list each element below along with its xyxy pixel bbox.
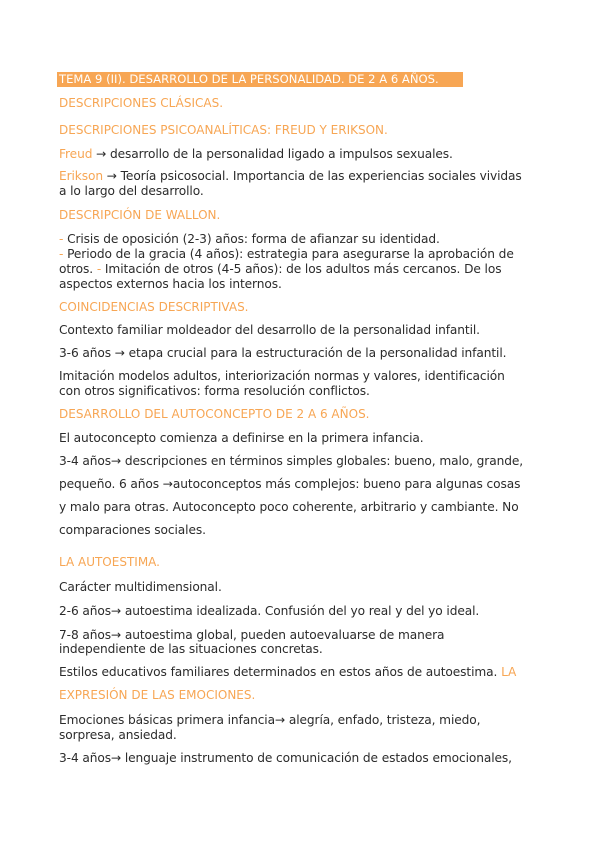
heading-emociones-start: LA bbox=[501, 665, 517, 679]
autoestima-line-4: independiente de las situaciones concretas. bbox=[59, 642, 323, 656]
page-title: TEMA 9 (II). DESARROLLO DE LA PERSONALIDAD. DE 2 A 6 AÑOS. bbox=[59, 72, 439, 86]
heading-descripcion-wallon: DESCRIPCIÓN DE WALLON. bbox=[59, 208, 221, 222]
bullet-dash: - bbox=[59, 232, 68, 246]
freud-text: → desarrollo de la personalidad ligado a impulsos sexuales. bbox=[92, 147, 453, 161]
wallon-line-4: aspectos externos hacia los internos. bbox=[59, 277, 282, 291]
autoconcepto-line-2: 3-4 años→ descripciones en términos simples globales: bueno, malo, grande, bbox=[59, 454, 524, 468]
heading-expresion-emociones: EXPRESIÓN DE LAS EMOCIONES. bbox=[59, 688, 256, 702]
emociones-line-1: Emociones básicas primera infancia→ alegría, enfado, tristeza, miedo, bbox=[59, 713, 481, 727]
emociones-line-3: 3-4 años→ lenguaje instrumento de comunicación de estados emocionales, bbox=[59, 751, 512, 765]
wallon-line-1: - Crisis de oposición (2-3) años: forma de afianzar su identidad. bbox=[59, 232, 440, 246]
freud-label: Freud bbox=[59, 147, 93, 161]
erikson-line bbox=[59, 169, 522, 184]
erikson-line-2: a lo largo del desarrollo. bbox=[59, 184, 204, 198]
coincidencias-line-2: 3-6 años → etapa crucial para la estructuración de la personalidad infantil. bbox=[59, 346, 507, 360]
autoconcepto-line-5: comparaciones sociales. bbox=[59, 523, 206, 537]
autoestima-line-3: 7-8 años→ autoestima global, pueden autoevaluarse de manera bbox=[59, 628, 445, 642]
autoestima-line-1: Carácter multidimensional. bbox=[59, 580, 222, 594]
coincidencias-line-3: Imitación modelos adultos, interiorización normas y valores, identificación bbox=[59, 369, 505, 383]
bullet-dash: - bbox=[59, 247, 68, 261]
erikson-label: Erikson bbox=[59, 169, 103, 183]
erikson-text: → Teoría psicosocial. Importancia de las experiencias sociales vividas bbox=[103, 169, 522, 183]
autoestima-line-2: 2-6 años→ autoestima idealizada. Confusión del yo real y del yo ideal. bbox=[59, 604, 480, 618]
wallon-line-3: otros. - Imitación de otros (4-5 años): de los adultos más cercanos. De los bbox=[59, 262, 502, 276]
bullet-dash: - bbox=[96, 262, 105, 276]
freud-line bbox=[59, 147, 453, 162]
autoconcepto-line-4: y malo para otras. Autoconcepto poco coherente, arbitrario y cambiante. No bbox=[59, 500, 519, 514]
heading-desarrollo-autoconcepto: DESARROLLO DEL AUTOCONCEPTO DE 2 A 6 AÑOS. bbox=[59, 407, 370, 421]
wallon-line-2: - Periodo de la gracia (4 años): estrategia para asegurarse la aprobación de bbox=[59, 247, 514, 261]
heading-descripciones-clasicas: DESCRIPCIONES CLÁSICAS. bbox=[59, 96, 224, 110]
coincidencias-line-1: Contexto familiar moldeador del desarrollo de la personalidad infantil. bbox=[59, 323, 480, 337]
heading-autoestima: LA AUTOESTIMA. bbox=[59, 555, 160, 569]
coincidencias-line-4: con otros significativos: forma resolución conflictos. bbox=[59, 384, 370, 398]
emociones-line-2: sorpresa, ansiedad. bbox=[59, 728, 177, 742]
autoconcepto-line-1: El autoconcepto comienza a definirse en la primera infancia. bbox=[59, 431, 424, 445]
autoconcepto-line-3: pequeño. 6 años →autoconceptos más complejos: bueno para algunas cosas bbox=[59, 477, 521, 491]
autoestima-line-5: Estilos educativos familiares determinados en estos años de autoestima. LA bbox=[59, 665, 517, 679]
heading-descripciones-psicoanaliticas: DESCRIPCIONES PSICOANALÍTICAS: FREUD Y ERIKSON. bbox=[59, 123, 388, 137]
heading-coincidencias-descriptivas: COINCIDENCIAS DESCRIPTIVAS. bbox=[59, 300, 249, 314]
